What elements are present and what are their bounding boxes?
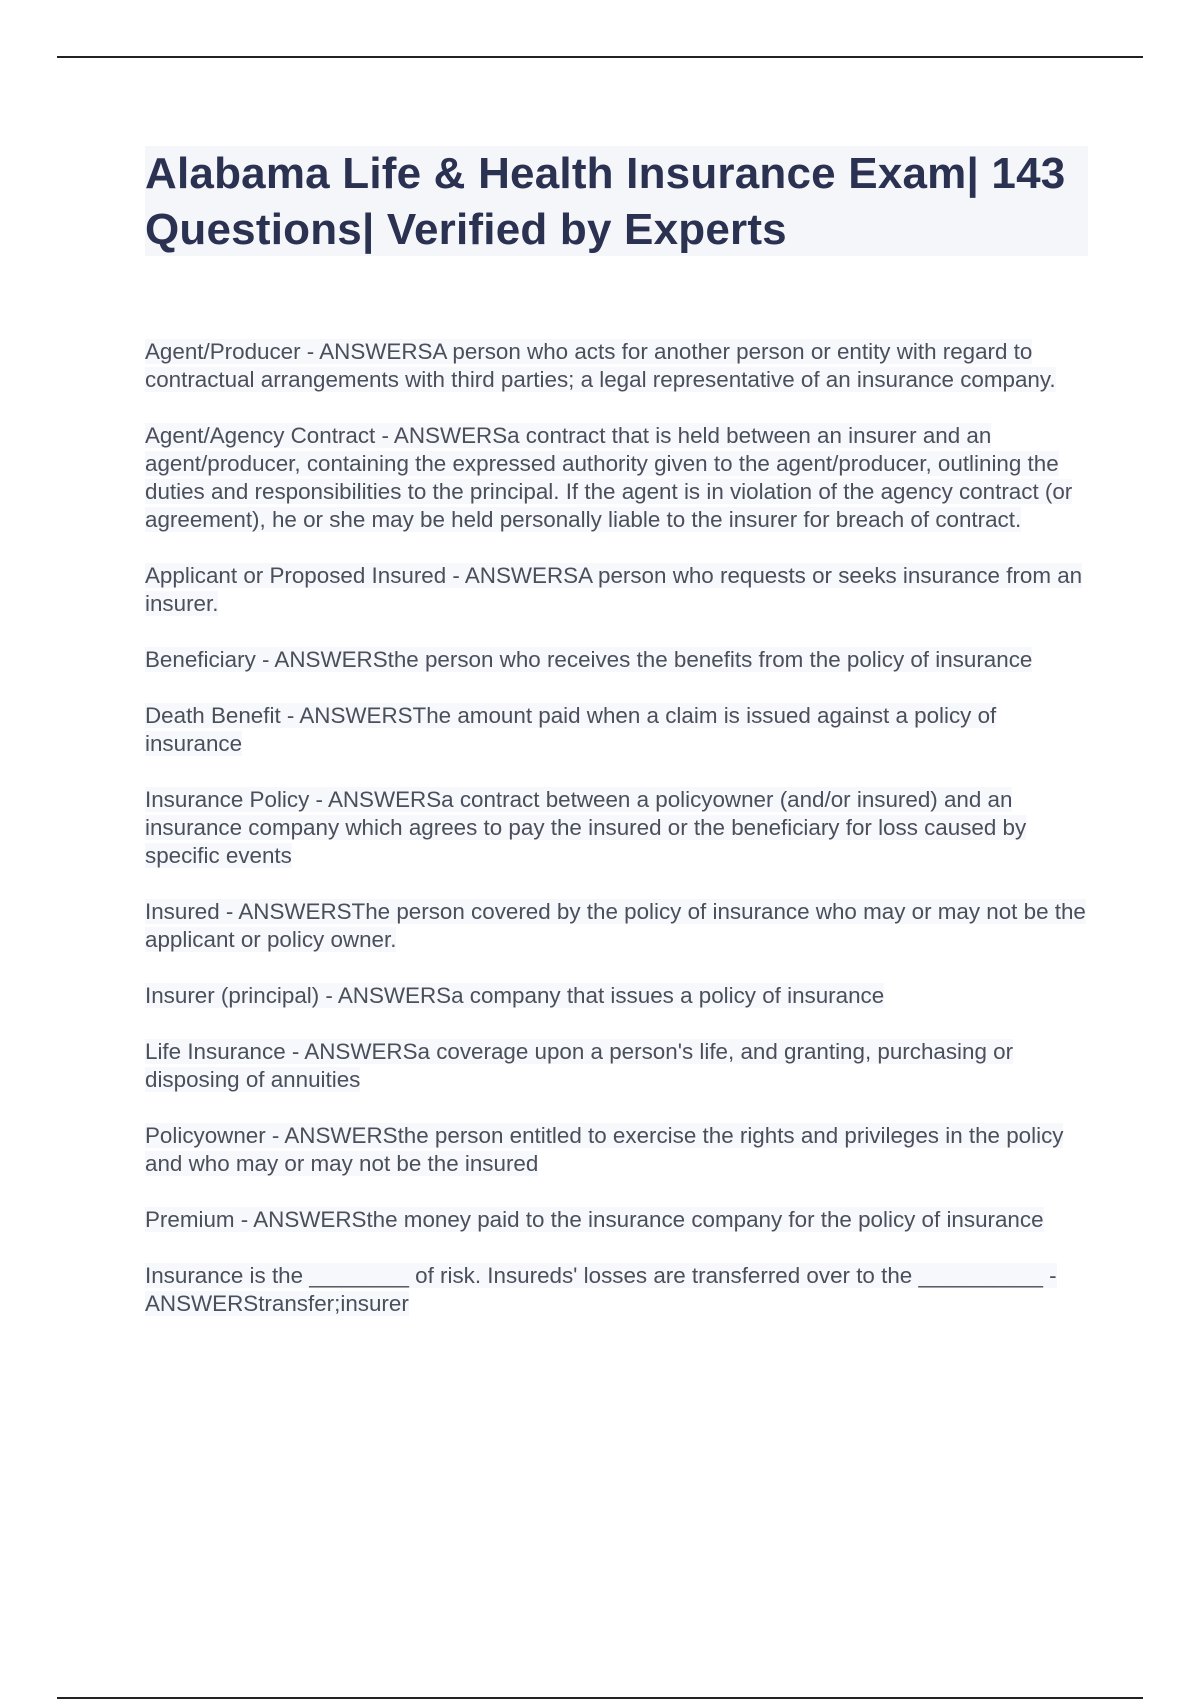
qa-entry [145,1122,1095,1178]
qa-entry-text: Beneficiary - ANSWERSthe person who receives the benefits from the policy of insurance [145,647,1033,672]
qa-entry-text: Death Benefit - ANSWERSThe amount paid when a claim is issued against a policy of insurance [145,703,997,756]
qa-entry-text: Insurance Policy - ANSWERSa contract between a policyowner (and/or insured) and an insurance company which agrees to pay the insured or the beneficiary for loss caused by specific events [145,787,1027,868]
qa-entry [145,786,1095,870]
qa-entry [145,338,1095,394]
qa-entry-text: Policyowner - ANSWERSthe person entitled to exercise the rights and privileges in the policy and who may or may not be the insured [145,1123,1064,1176]
qa-entry-text: Insured - ANSWERSThe person covered by the policy of insurance who may or may not be the applicant or policy owner. [145,899,1086,952]
qa-entry [145,702,1095,758]
qa-entry-text: Insurance is the ________ of risk. Insureds' losses are transferred over to the __________ - ANSWERStransfer;insurer [145,1263,1057,1316]
qa-entry-text: Agent/Agency Contract - ANSWERSa contract that is held between an insurer and an agent/producer, containing the expressed authority given to the agent/producer, outlining the duties and responsibilities to the principal. If the agent is in violation of the agency contract (or agreement), he or she may be held personally liable to the insurer for breach of contract. [145,423,1073,532]
qa-entry-text: Life Insurance - ANSWERSa coverage upon a person's life, and granting, purchasing or disposing of annuities [145,1039,1014,1092]
qa-entry-text: Premium - ANSWERSthe money paid to the insurance company for the policy of insurance [145,1207,1044,1232]
qa-entry-text: Agent/Producer - ANSWERSA person who acts for another person or entity with regard to contractual arrangements with third parties; a legal representative of an insurance company. [145,339,1056,392]
title-block [145,146,1088,256]
qa-entry [145,1206,1095,1234]
qa-entry [145,898,1095,954]
qa-entry [145,1262,1095,1318]
document-title: Alabama Life & Health Insurance Exam| 143 Questions| Verified by Experts [145,149,1066,254]
qa-entry-text: Applicant or Proposed Insured - ANSWERSA person who requests or seeks insurance from an insurer. [145,563,1083,616]
header-rule [57,56,1143,58]
qa-entry [145,646,1095,674]
qa-list [145,338,1095,1346]
qa-entry [145,422,1095,534]
footer-rule [57,1697,1143,1699]
qa-entry [145,1038,1095,1094]
qa-entry-text: Insurer (principal) - ANSWERSa company that issues a policy of insurance [145,983,885,1008]
qa-entry [145,982,1095,1010]
qa-entry [145,562,1095,618]
